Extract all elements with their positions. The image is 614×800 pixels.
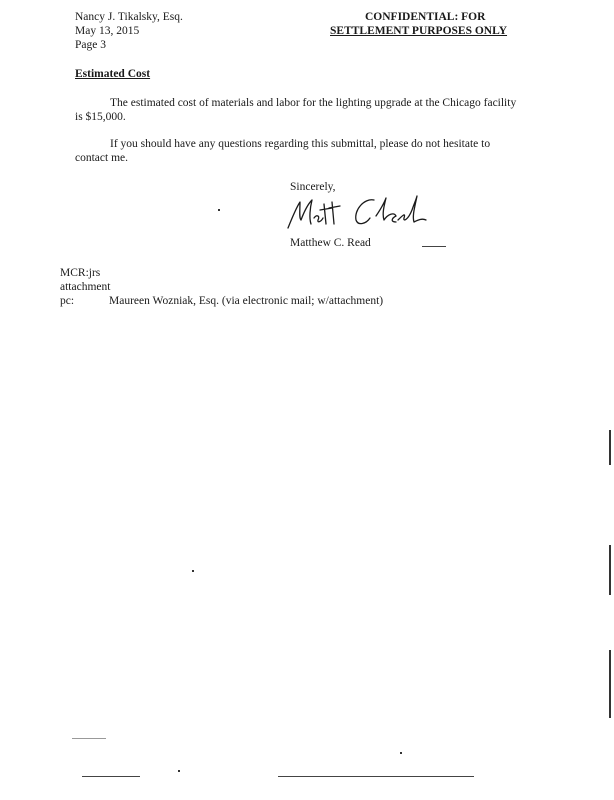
salutation: Sincerely, [290,181,336,193]
contact-paragraph [75,137,520,165]
scan-smudge [72,738,106,739]
initials-line: MCR:jrs [60,267,101,279]
pc-text: Maureen Wozniak, Esq. (via electronic mail; w/attachment) [109,295,384,307]
scan-speck [218,209,220,211]
attachment-line: attachment [60,281,111,293]
confidential-label: CONFIDENTIAL: FOR [365,11,486,23]
bottom-rule-left [82,776,140,777]
pc-label: pc: [60,295,75,307]
signature-image [284,190,434,238]
scan-speck [400,752,402,754]
bottom-rule-right [278,776,474,777]
settlement-purposes-label: SETTLEMENT PURPOSES ONLY [330,25,508,37]
recipient-line: Nancy J. Tikalsky, Esq. [75,11,183,23]
cost-paragraph [75,96,520,124]
scan-edge-mark [609,545,611,595]
scan-mark [422,246,446,247]
scan-edge-mark [609,430,611,465]
scan-edge-mark [609,650,611,718]
scan-speck [178,770,180,772]
page-number: Page 3 [75,39,106,51]
section-heading: Estimated Cost [75,68,151,80]
cost-paragraph-text: The estimated cost of materials and labor for the lighting upgrade at the Chicago facility is $15,000. [75,97,517,123]
signer-name: Matthew C. Read [290,237,371,249]
date-line: May 13, 2015 [75,25,140,37]
scan-speck [192,570,194,572]
contact-paragraph-text: If you should have any questions regarding this submittal, please do not hesitate to contact me. [75,138,491,164]
